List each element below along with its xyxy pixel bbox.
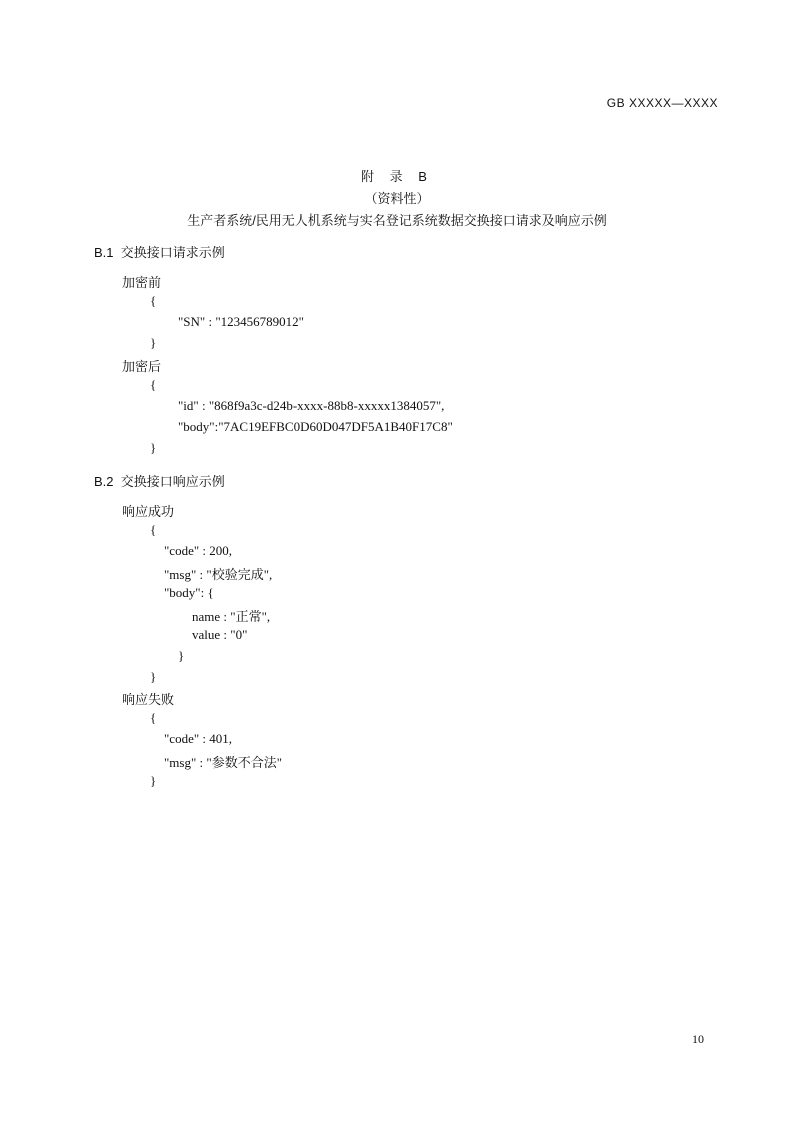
code-line: { [150, 377, 157, 392]
block-label-before-encryption: 加密前 [122, 275, 162, 290]
appendix-title: 附 录 B [361, 169, 433, 184]
section-heading-b2: B.2 交换接口响应示例 [94, 474, 225, 489]
standard-number: GB XXXXX—XXXX [606, 96, 718, 110]
code-line: "SN" : "123456789012" [178, 314, 304, 329]
appendix-main-title: 生产者系统/民用无人机系统与实名登记系统数据交换接口请求及响应示例 [187, 213, 607, 228]
code-line: "id" : "868f9a3c-d24b-xxxx-88b8-xxxxx1384057", [178, 398, 445, 413]
code-line: } [150, 669, 157, 684]
code-line: "msg" : "校验完成", [164, 567, 273, 582]
block-label-response-success: 响应成功 [122, 504, 175, 519]
code-line: "body":"7AC19EFBC0D60D047DF5A1B40F17C8" [178, 419, 453, 434]
code-line: } [150, 335, 157, 350]
appendix-nature: （资料性） [364, 191, 430, 206]
code-line: value : "0" [192, 627, 248, 642]
code-line: } [150, 773, 157, 788]
page-number: 10 [692, 1032, 704, 1046]
section-heading-b1: B.1 交换接口请求示例 [94, 245, 225, 260]
code-line: "code" : 200, [164, 543, 233, 558]
code-line: "code" : 401, [164, 731, 233, 746]
code-line: { [150, 293, 157, 308]
code-line: "msg" : "参数不合法" [164, 755, 283, 770]
code-line: { [150, 710, 157, 725]
code-line: } [178, 648, 185, 663]
block-label-response-failure: 响应失败 [122, 692, 175, 707]
code-line: { [150, 522, 157, 537]
code-line: "body": { [164, 585, 214, 600]
code-line: name : "正常", [192, 609, 271, 624]
code-line: } [150, 440, 157, 455]
block-label-after-encryption: 加密后 [122, 359, 162, 374]
